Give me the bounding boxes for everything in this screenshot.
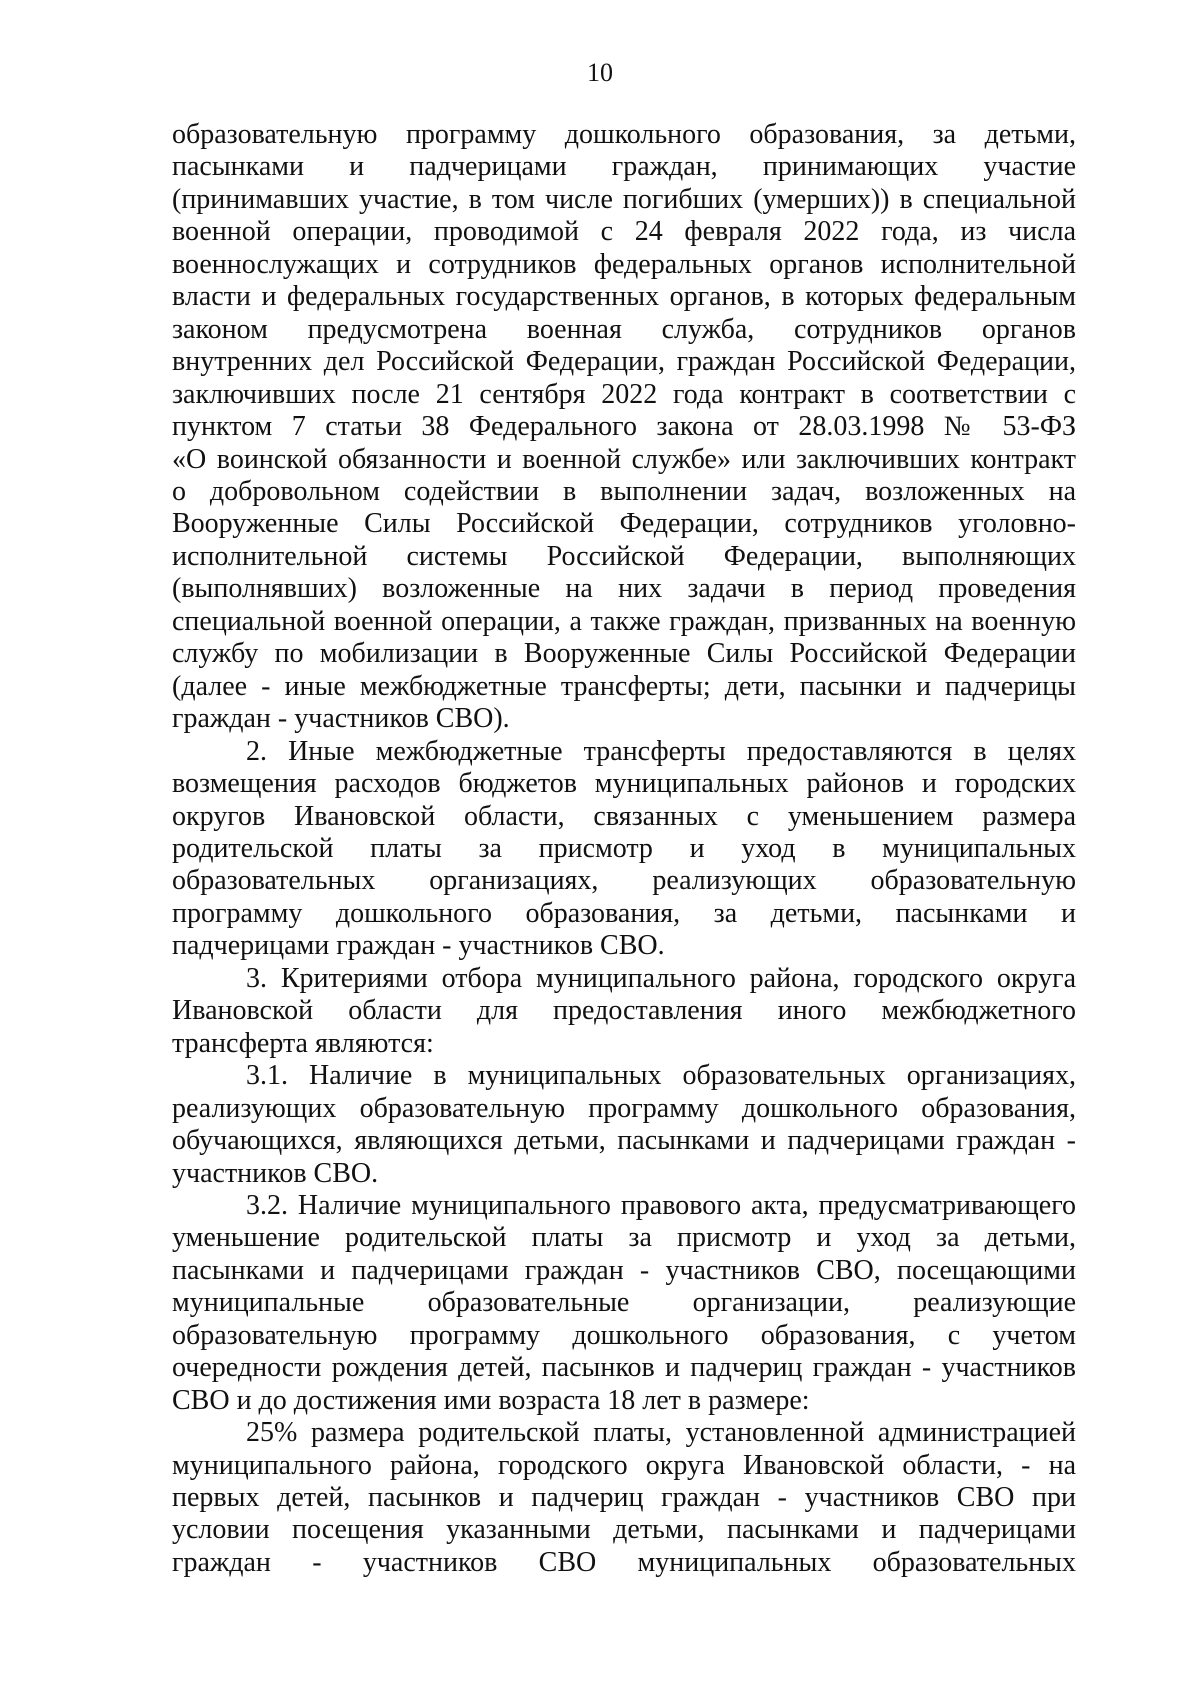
text-line: «О воинской обязанности и военной службе» или заключивших контракт	[172, 443, 1076, 475]
text-line: граждан - участников СВО).	[172, 703, 510, 735]
text-line: СВО и до достижения ими возраста 18 лет в размере:	[172, 1384, 810, 1416]
text-line: 3.1. Наличие в муниципальных образовательных организациях,	[246, 1060, 1076, 1092]
text-line: (выполнявших) возложенные на них задачи в период проведения	[172, 573, 1076, 605]
text-line: власти и федеральных государственных органов, в которых федеральным	[172, 281, 1076, 313]
text-line: службу по мобилизации в Вооруженные Силы Российской Федерации	[172, 638, 1076, 670]
text-line: образовательную программу дошкольного образования, за детьми,	[172, 119, 1076, 150]
text-line: заключивших после 21 сентября 2022 года контракт в соответствии с	[172, 378, 1076, 410]
text-line: муниципальные образовательные организации, реализующие	[172, 1287, 1076, 1319]
text-line: граждан - участников СВО муниципальных образовательных	[172, 1546, 1076, 1578]
text-line: о добровольном содействии в выполнении задач, возложенных на	[172, 475, 1076, 507]
text-line: 3.2. Наличие муниципального правового акта, предусматривающего	[246, 1189, 1076, 1221]
text-line: образовательную программу дошкольного образования, с учетом	[172, 1319, 1076, 1351]
text-line: исполнительной системы Российской Федерации, выполняющих	[172, 540, 1076, 572]
text-line: участников СВО.	[172, 1157, 379, 1189]
text-line: первых детей, пасынков и падчериц граждан - участников СВО при	[172, 1482, 1076, 1514]
text-line: Вооруженные Силы Российской Федерации, сотрудников уголовно-	[172, 508, 1076, 540]
text-line: трансферта являются:	[172, 1027, 434, 1059]
document-body	[172, 119, 1076, 1579]
text-line: образовательных организациях, реализующих образовательную	[172, 865, 1076, 897]
text-line: обучающихся, являющихся детьми, пасынками и падчерицами граждан -	[172, 1125, 1076, 1157]
text-line: военнослужащих и сотрудников федеральных органов исполнительной	[172, 248, 1076, 280]
page-number: 10	[587, 58, 613, 87]
text-line: (принимавших участие, в том числе погибших (умерших)) в специальной	[172, 183, 1076, 215]
text-line: пасынками и падчерицами граждан, принимающих участие	[172, 151, 1076, 183]
text-line: внутренних дел Российской Федерации, граждан Российской Федерации,	[172, 346, 1076, 378]
text-line: условии посещения указанными детьми, пасынками и падчерицами	[172, 1514, 1076, 1546]
text-line: 2. Иные межбюджетные трансферты предоставляются в целях	[246, 735, 1076, 767]
text-line: реализующих образовательную программу дошкольного образования,	[172, 1092, 1076, 1124]
text-line: законом предусмотрена военная служба, сотрудников органов	[172, 313, 1076, 345]
text-line: муниципального района, городского округа Ивановской области, - на	[172, 1449, 1076, 1481]
text-line: возмещения расходов бюджетов муниципальных районов и городских	[172, 768, 1076, 800]
text-line: падчерицами граждан - участников СВО.	[172, 930, 665, 962]
text-line: очередности рождения детей, пасынков и падчериц граждан - участников	[172, 1352, 1076, 1384]
text-line: 25% размера родительской платы, установленной администрацией	[246, 1417, 1076, 1449]
text-line: родительской платы за присмотр и уход в муниципальных	[172, 832, 1076, 864]
text-line: военной операции, проводимой с 24 февраля 2022 года, из числа	[172, 216, 1076, 248]
text-line: специальной военной операции, а также граждан, призванных на военную	[172, 605, 1076, 637]
text-line: программу дошкольного образования, за детьми, пасынками и	[172, 897, 1076, 929]
text-line: Ивановской области для предоставления иного межбюджетного	[172, 995, 1076, 1027]
text-line: (далее - иные межбюджетные трансферты; дети, пасынки и падчерицы	[172, 670, 1076, 702]
text-line: округов Ивановской области, связанных с уменьшением размера	[172, 800, 1076, 832]
text-line: пасынками и падчерицами граждан - участников СВО, посещающими	[172, 1254, 1076, 1286]
text-line: 3. Критериями отбора муниципального района, городского округа	[246, 962, 1076, 994]
text-line: уменьшение родительской платы за присмотр и уход за детьми,	[172, 1222, 1076, 1254]
text-line: пунктом 7 статьи 38 Федерального закона от 28.03.1998 № 53-ФЗ	[172, 411, 1076, 443]
